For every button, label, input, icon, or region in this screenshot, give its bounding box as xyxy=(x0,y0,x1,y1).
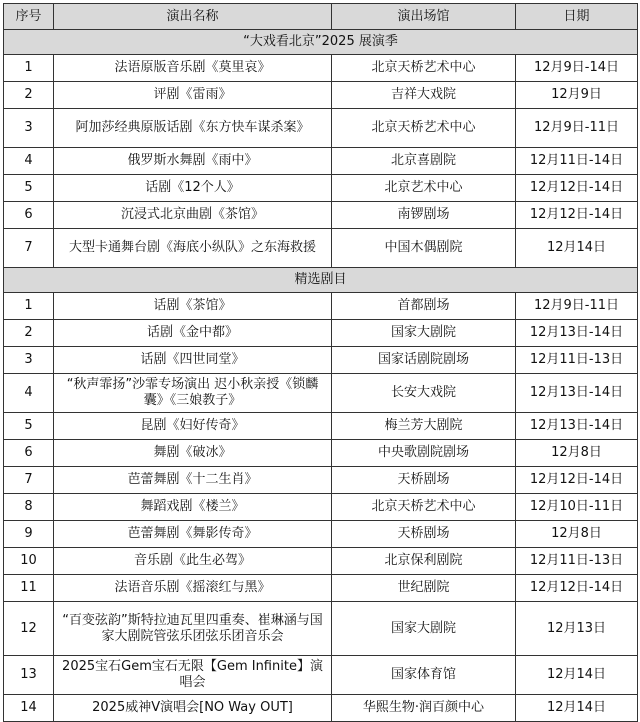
cell-name: 评剧《雷雨》 xyxy=(54,82,332,109)
table-body xyxy=(4,30,638,722)
cell-date: 12月13日-14日 xyxy=(516,413,638,440)
cell-venue: 国家大剧院 xyxy=(332,320,516,347)
cell-name: 昆剧《妇好传奇》 xyxy=(54,413,332,440)
cell-venue: 北京保利剧院 xyxy=(332,548,516,575)
table-row xyxy=(4,374,638,413)
cell-name: 芭蕾舞剧《舞影传奇》 xyxy=(54,521,332,548)
cell-venue: 北京天桥艺术中心 xyxy=(332,494,516,521)
cell-name: 芭蕾舞剧《十二生肖》 xyxy=(54,467,332,494)
cell-name: 2025威神V演唱会[NO Way OUT] xyxy=(54,695,332,722)
cell-name: 2025宝石Gem宝石无限【Gem Infinite】演唱会 xyxy=(54,656,332,695)
cell-no: 1 xyxy=(4,293,54,320)
cell-venue: 天桥剧场 xyxy=(332,467,516,494)
cell-no: 12 xyxy=(4,602,54,656)
cell-name: 法语音乐剧《摇滚红与黑》 xyxy=(54,575,332,602)
cell-name: 法语原版音乐剧《莫里哀》 xyxy=(54,55,332,82)
table-row xyxy=(4,148,638,175)
cell-no: 2 xyxy=(4,82,54,109)
cell-name: 音乐剧《此生必驾》 xyxy=(54,548,332,575)
table-row xyxy=(4,656,638,695)
cell-venue: 梅兰芳大剧院 xyxy=(332,413,516,440)
cell-no: 3 xyxy=(4,109,54,148)
cell-name: 沉浸式北京曲剧《茶馆》 xyxy=(54,202,332,229)
cell-date: 12月12日-14日 xyxy=(516,575,638,602)
table-row xyxy=(4,55,638,82)
cell-date: 12月11日-14日 xyxy=(516,148,638,175)
cell-no: 1 xyxy=(4,55,54,82)
cell-venue: 北京天桥艺术中心 xyxy=(332,55,516,82)
table-row xyxy=(4,82,638,109)
cell-name: 俄罗斯水舞剧《雨中》 xyxy=(54,148,332,175)
cell-venue: 中国木偶剧院 xyxy=(332,229,516,268)
cell-no: 4 xyxy=(4,148,54,175)
table-row xyxy=(4,347,638,374)
cell-date: 12月12日-14日 xyxy=(516,202,638,229)
cell-no: 6 xyxy=(4,202,54,229)
cell-name: 大型卡通舞台剧《海底小纵队》之东海救援 xyxy=(54,229,332,268)
cell-date: 12月9日-11日 xyxy=(516,109,638,148)
table-row xyxy=(4,602,638,656)
cell-no: 11 xyxy=(4,575,54,602)
table-row xyxy=(4,413,638,440)
cell-no: 9 xyxy=(4,521,54,548)
cell-name: “秋声霏扬”沙霏专场演出 迟小秋亲授《锁麟囊》《三娘教子》 xyxy=(54,374,332,413)
cell-no: 8 xyxy=(4,494,54,521)
cell-venue: 南锣剧场 xyxy=(332,202,516,229)
cell-name: 阿加莎经典原版话剧《东方快车谋杀案》 xyxy=(54,109,332,148)
cell-date: 12月14日 xyxy=(516,695,638,722)
table-row xyxy=(4,521,638,548)
header-date: 日期 xyxy=(516,4,638,30)
table-row xyxy=(4,494,638,521)
cell-no: 13 xyxy=(4,656,54,695)
table-row xyxy=(4,109,638,148)
cell-venue: 吉祥大戏院 xyxy=(332,82,516,109)
cell-date: 12月13日-14日 xyxy=(516,320,638,347)
table-row xyxy=(4,229,638,268)
cell-no: 10 xyxy=(4,548,54,575)
cell-date: 12月13日 xyxy=(516,602,638,656)
cell-date: 12月14日 xyxy=(516,229,638,268)
cell-date: 12月11日-13日 xyxy=(516,548,638,575)
cell-venue: 国家话剧院剧场 xyxy=(332,347,516,374)
cell-venue: 华熙生物·润百颜中心 xyxy=(332,695,516,722)
cell-name: 舞剧《破冰》 xyxy=(54,440,332,467)
cell-name: 话剧《12个人》 xyxy=(54,175,332,202)
cell-date: 12月12日-14日 xyxy=(516,175,638,202)
cell-venue: 世纪剧院 xyxy=(332,575,516,602)
cell-venue: 中央歌剧院剧场 xyxy=(332,440,516,467)
cell-venue: 首都剧场 xyxy=(332,293,516,320)
table-row xyxy=(4,320,638,347)
cell-no: 7 xyxy=(4,467,54,494)
table-row xyxy=(4,293,638,320)
cell-venue: 国家体育馆 xyxy=(332,656,516,695)
section-row xyxy=(4,268,638,293)
cell-no: 3 xyxy=(4,347,54,374)
header-name: 演出名称 xyxy=(54,4,332,30)
header-row xyxy=(4,4,638,30)
cell-venue: 北京喜剧院 xyxy=(332,148,516,175)
header-no: 序号 xyxy=(4,4,54,30)
cell-name: “百变弦韵”斯特拉迪瓦里四重奏、崔琳涵与国家大剧院管弦乐团弦乐团音乐会 xyxy=(54,602,332,656)
section-title: “大戏看北京”2025 展演季 xyxy=(4,30,638,55)
cell-venue: 天桥剧场 xyxy=(332,521,516,548)
cell-date: 12月8日 xyxy=(516,440,638,467)
performance-schedule-table xyxy=(3,3,638,722)
table-row xyxy=(4,695,638,722)
cell-date: 12月11日-13日 xyxy=(516,347,638,374)
cell-date: 12月12日-14日 xyxy=(516,467,638,494)
table-row xyxy=(4,440,638,467)
cell-date: 12月9日-11日 xyxy=(516,293,638,320)
table-row xyxy=(4,175,638,202)
cell-no: 14 xyxy=(4,695,54,722)
cell-no: 5 xyxy=(4,413,54,440)
section-row xyxy=(4,30,638,55)
cell-no: 7 xyxy=(4,229,54,268)
cell-name: 舞蹈戏剧《楼兰》 xyxy=(54,494,332,521)
cell-date: 12月9日-14日 xyxy=(516,55,638,82)
cell-no: 6 xyxy=(4,440,54,467)
table-row xyxy=(4,202,638,229)
section-title: 精选剧目 xyxy=(4,268,638,293)
cell-date: 12月8日 xyxy=(516,521,638,548)
cell-name: 话剧《金中都》 xyxy=(54,320,332,347)
cell-no: 2 xyxy=(4,320,54,347)
cell-name: 话剧《四世同堂》 xyxy=(54,347,332,374)
cell-venue: 长安大戏院 xyxy=(332,374,516,413)
table-row xyxy=(4,575,638,602)
cell-date: 12月14日 xyxy=(516,656,638,695)
table-row xyxy=(4,467,638,494)
cell-venue: 北京艺术中心 xyxy=(332,175,516,202)
cell-date: 12月10日-11日 xyxy=(516,494,638,521)
header-venue: 演出场馆 xyxy=(332,4,516,30)
table-row xyxy=(4,548,638,575)
cell-date: 12月13日-14日 xyxy=(516,374,638,413)
cell-name: 话剧《茶馆》 xyxy=(54,293,332,320)
cell-venue: 国家大剧院 xyxy=(332,602,516,656)
cell-date: 12月9日 xyxy=(516,82,638,109)
cell-no: 4 xyxy=(4,374,54,413)
cell-no: 5 xyxy=(4,175,54,202)
cell-venue: 北京天桥艺术中心 xyxy=(332,109,516,148)
